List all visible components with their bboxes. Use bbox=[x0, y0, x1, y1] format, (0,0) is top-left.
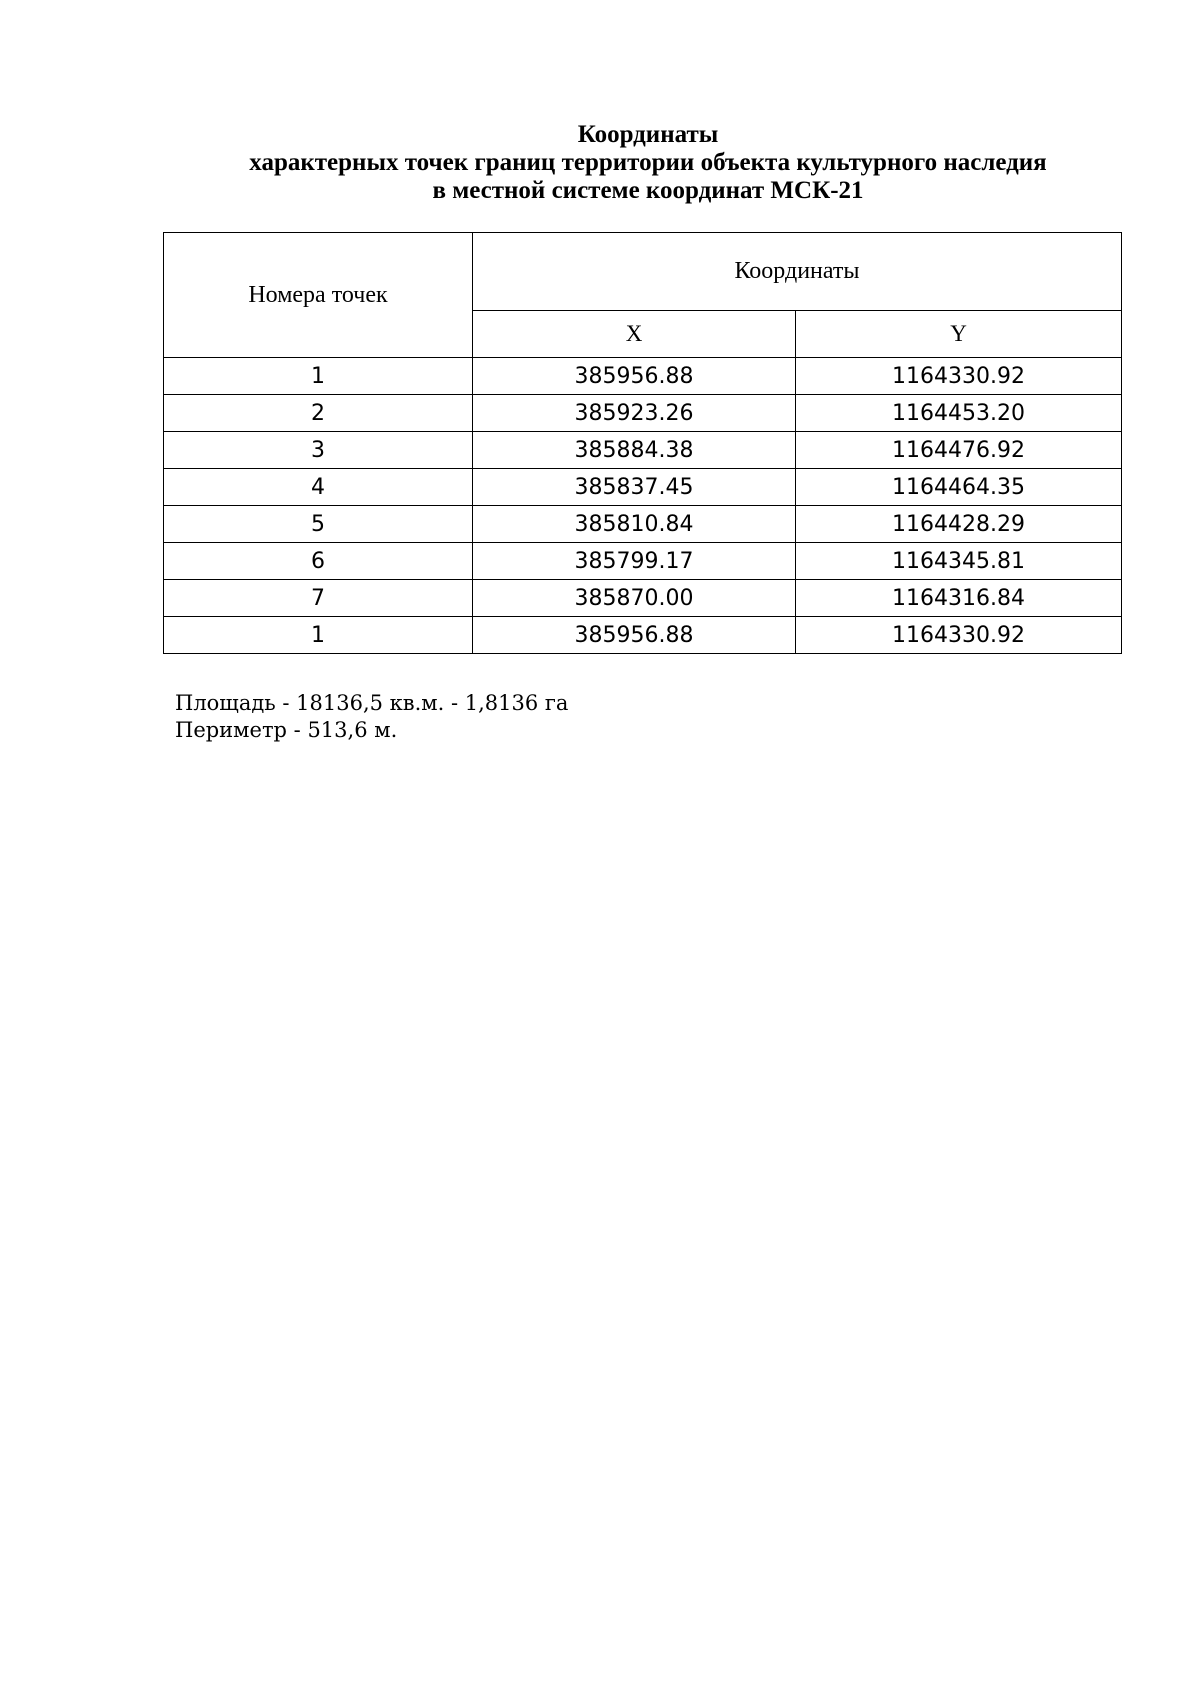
document-title bbox=[0, 121, 1200, 205]
header-x: X bbox=[473, 311, 796, 358]
point-number-cell: 5 bbox=[164, 506, 473, 543]
y-cell: 1164453.20 bbox=[796, 395, 1122, 432]
point-number-cell: 4 bbox=[164, 469, 473, 506]
point-number-cell: 1 bbox=[164, 617, 473, 654]
header-point-numbers: Номера точек bbox=[164, 233, 473, 358]
point-number-cell: 6 bbox=[164, 543, 473, 580]
x-cell: 385799.17 bbox=[473, 543, 796, 580]
area-text: Площадь - 18136,5 кв.м. - 1,8136 га bbox=[175, 691, 569, 715]
y-cell: 1164330.92 bbox=[796, 358, 1122, 395]
summary-block bbox=[175, 690, 568, 744]
x-cell: 385837.45 bbox=[473, 469, 796, 506]
table-row bbox=[164, 506, 1122, 543]
point-number-cell: 7 bbox=[164, 580, 473, 617]
title-line-3: в местной системе координат МСК-21 bbox=[432, 177, 864, 204]
point-number-cell: 3 bbox=[164, 432, 473, 469]
table-row bbox=[164, 469, 1122, 506]
y-cell: 1164476.92 bbox=[796, 432, 1122, 469]
y-cell: 1164345.81 bbox=[796, 543, 1122, 580]
table-row bbox=[164, 432, 1122, 469]
y-cell: 1164316.84 bbox=[796, 580, 1122, 617]
x-cell: 385884.38 bbox=[473, 432, 796, 469]
point-number-cell: 1 bbox=[164, 358, 473, 395]
y-cell: 1164330.92 bbox=[796, 617, 1122, 654]
point-number-cell: 2 bbox=[164, 395, 473, 432]
perimeter-text: Периметр - 513,6 м. bbox=[175, 718, 398, 742]
x-cell: 385923.26 bbox=[473, 395, 796, 432]
x-cell: 385956.88 bbox=[473, 617, 796, 654]
header-coordinates: Координаты bbox=[473, 233, 1122, 311]
table-row bbox=[164, 543, 1122, 580]
header-y: Y bbox=[796, 311, 1122, 358]
title-line-2: характерных точек границ территории объекта культурного наследия bbox=[249, 149, 1047, 176]
y-cell: 1164428.29 bbox=[796, 506, 1122, 543]
x-cell: 385870.00 bbox=[473, 580, 796, 617]
coordinates-table bbox=[163, 232, 1122, 654]
table-row bbox=[164, 358, 1122, 395]
table-row bbox=[164, 617, 1122, 654]
x-cell: 385956.88 bbox=[473, 358, 796, 395]
table-row bbox=[164, 395, 1122, 432]
x-cell: 385810.84 bbox=[473, 506, 796, 543]
table-row bbox=[164, 580, 1122, 617]
title-line-1: Координаты bbox=[577, 121, 719, 148]
y-cell: 1164464.35 bbox=[796, 469, 1122, 506]
